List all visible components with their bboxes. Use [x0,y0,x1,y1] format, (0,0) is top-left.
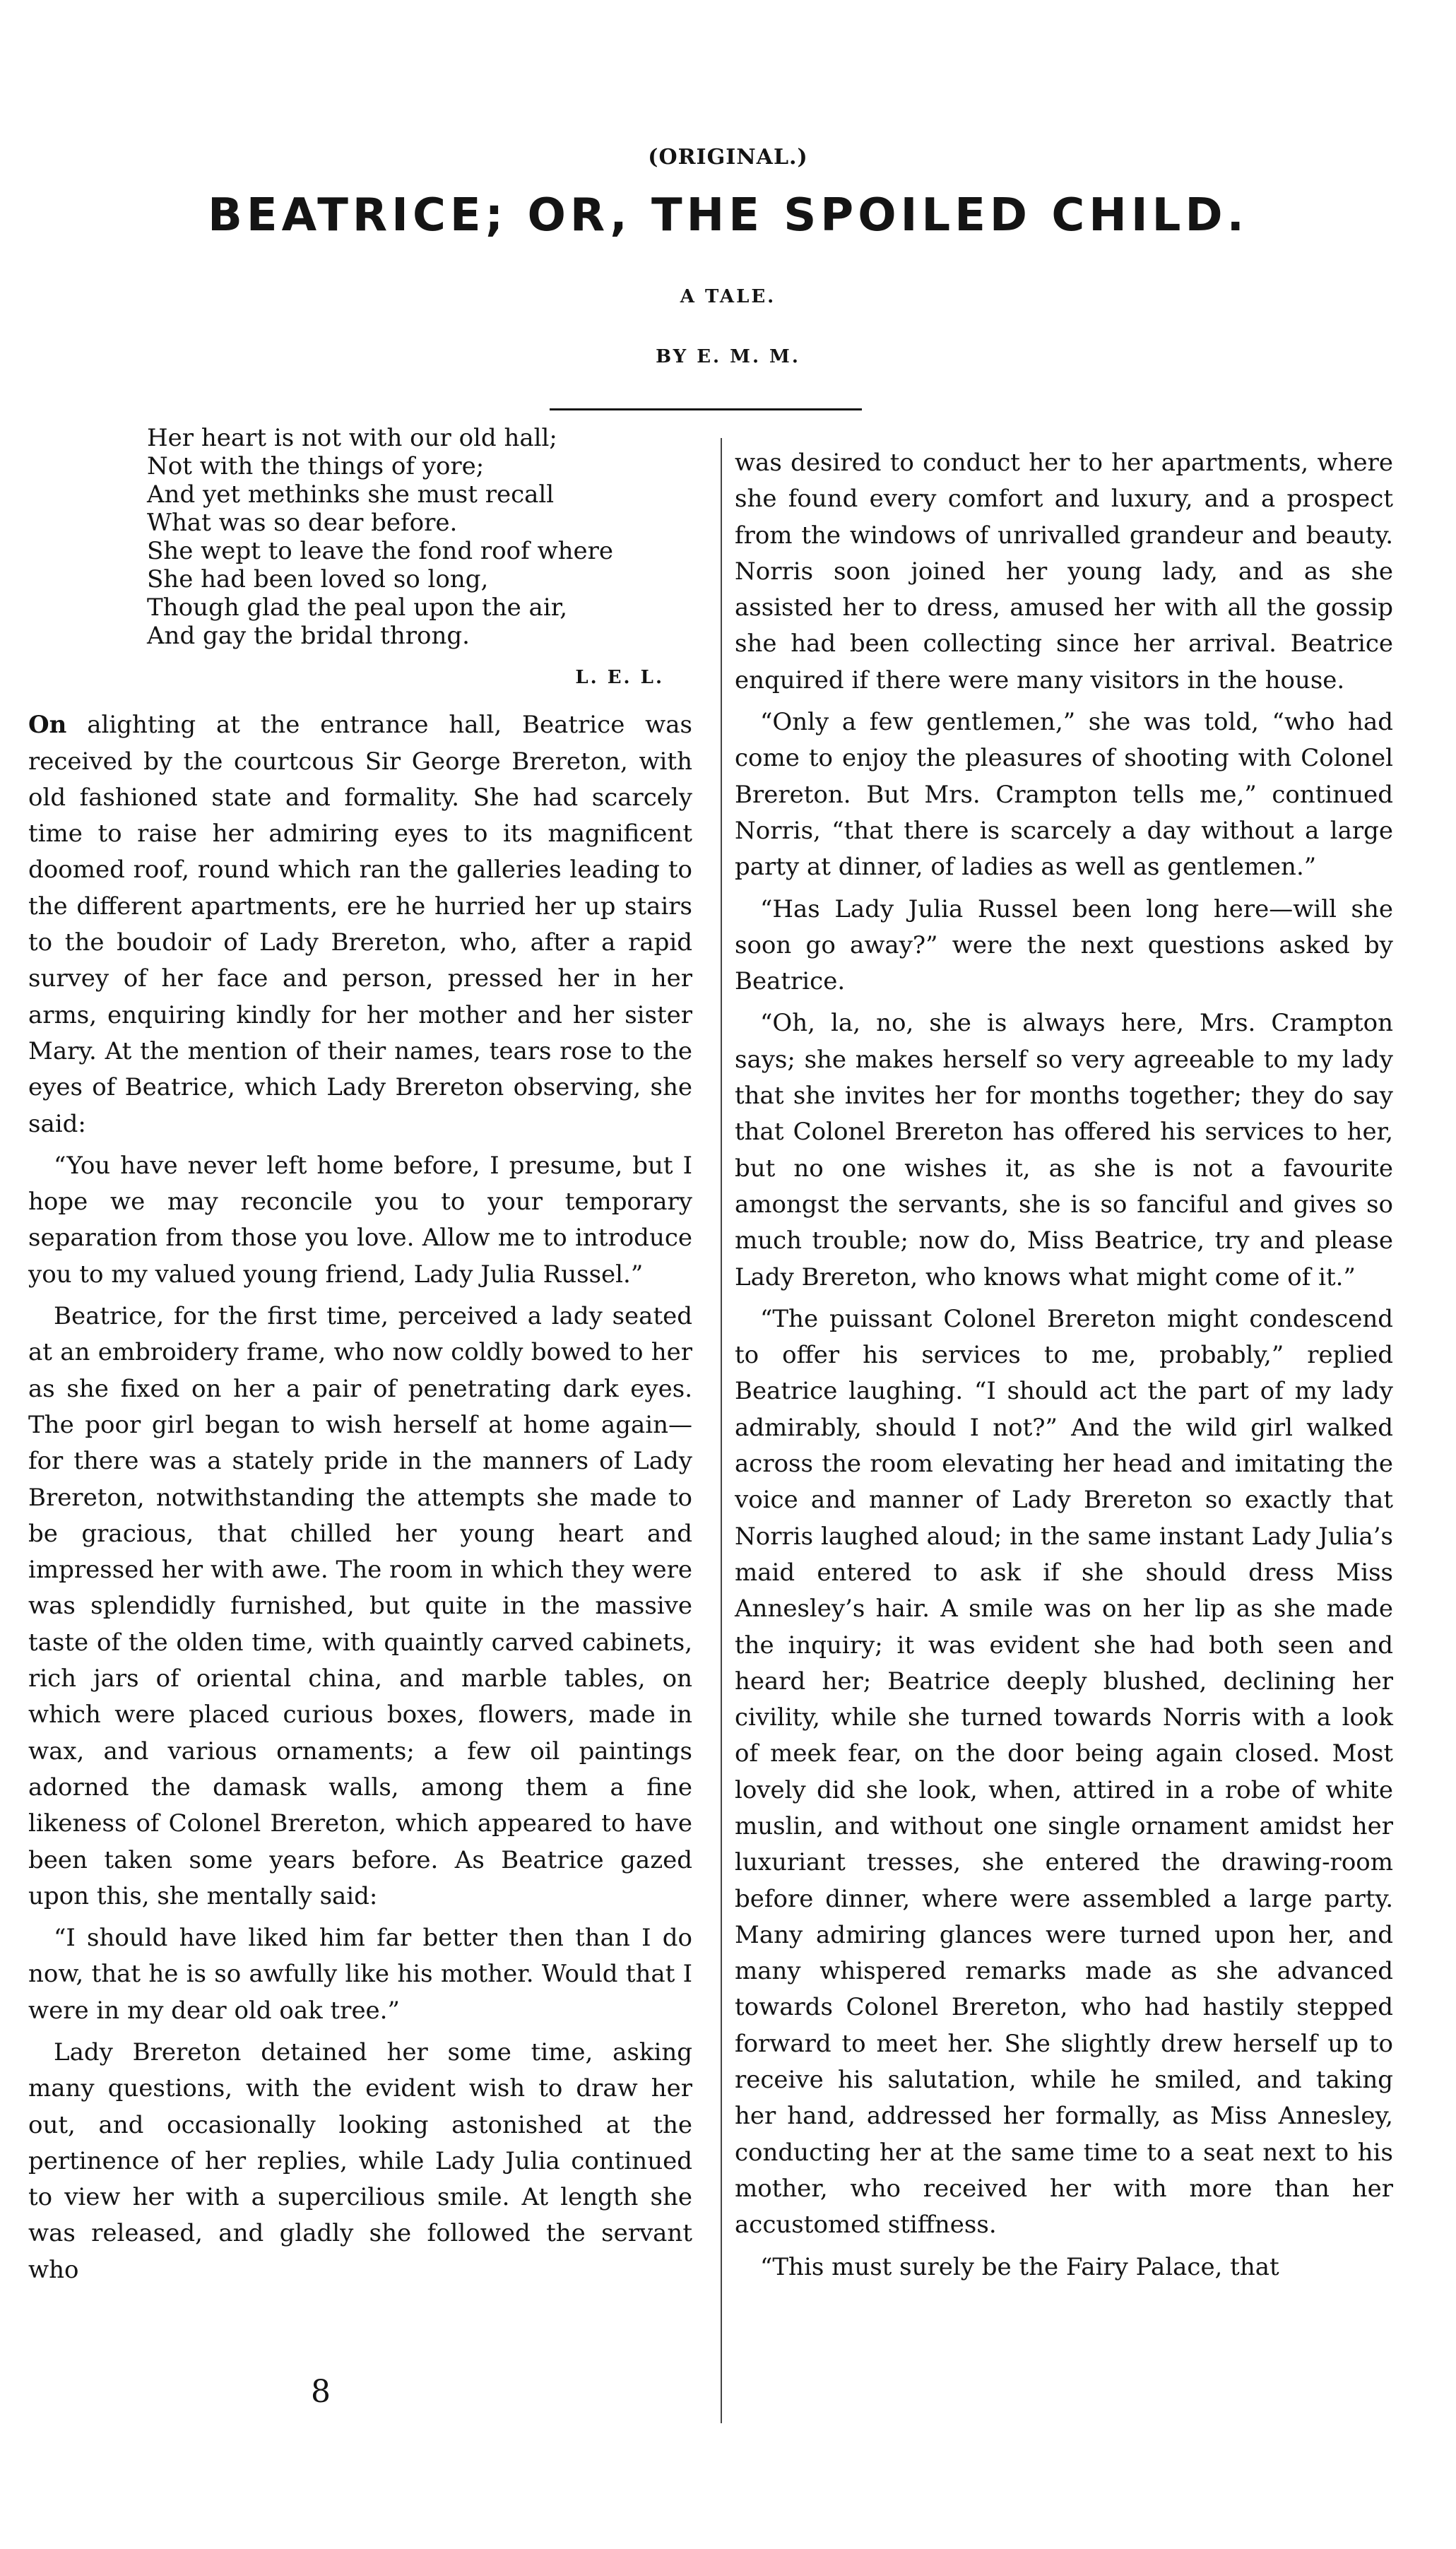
opening-word: On [28,711,67,740]
right-column [735,445,1393,2291]
story-subtitle: A TALE. [680,286,776,307]
paragraph: “I should have liked him far better then than I do now, that he is so awfully like his mother. Would that I were in my dear old oak tree.” [28,1924,692,2025]
poem-line: Though glad the peal upon the air, [147,593,568,622]
paragraph [28,707,692,1142]
paragraph: “The puissant Colonel Brereton might condescend to offer his services to me, probably,” replied Beatrice laughing. “I should act the part of my lady admirably, should I not?” And the wild girl walked across the room elevating her head and imitating the voice and manner of Lady Brereton so exactly that Norris laughed aloud; in the same instant Lady Julia’s maid entered to ask if she should dress Miss Annesley’s hair. A smile was on her lip as she made the inquiry; it was evident she had both seen and heard her; Beatrice deeply blushed, declining her civility, while she turned towards Norris with a look of meek fear, on the door being again closed. Most lovely did she look, when, attired in a robe of white muslin, and without one single ornament amidst her luxuriant tresses, she entered the drawing-room before dinner, where were assembled a large party. Many admiring glances were turned upon her, and many whispered remarks made as she advanced towards Colonel Brereton, who had hastily stepped forward to meet her. She slightly drew herself up to receive his salutation, while he smiled, and taking her hand, addressed her formally, as Miss Annesley, conducting her at the same time to a seat next to his mother, who received her with more than her accustomed stiffness. [735,1304,1393,2240]
poem-line: She had been loved so long, [147,565,489,593]
paragraph: “Oh, la, no, she is always here, Mrs. Crampton says; she makes herself so very agreeable to my lady that she invites her for months together; they do say that Colonel Brereton has offered his services to her, but no one wishes it, as she is not a favourite amongst the servants, she is so fanciful and gives so much trouble; now do, Miss Beatrice, try and please Lady Brereton, who knows what might come of it.” [735,1009,1393,1291]
paragraph: “Has Lady Julia Russel been long here—will she soon go away?” were the next questions asked by Beatrice. [735,894,1393,996]
paragraph: “This must surely be the Fairy Palace, that [760,2252,1279,2281]
epigraph-poem [147,424,692,650]
page-number: 8 [311,2374,331,2410]
title-rule [550,408,862,410]
paragraph: “You have never left home before, I presume, but I hope we may reconcile you to your temporary separation from those you love. Allow me to introduce you to my valued young friend, Lady Julia Russel.” [28,1151,692,1289]
poem-line: Her heart is not with our old hall; [147,424,557,452]
author-byline: BY E. M. M. [656,346,800,367]
poem-line: What was so dear before. [147,509,458,537]
column-divider [721,438,722,2423]
poem-line: And gay the bridal throng. [147,622,470,650]
paragraph: Lady Brereton detained her some time, asking many questions, with the evident wish to draw her out, and occasionally looking astonished at the pertinence of her replies, while Lady Julia continued to view her with a supercilious smile. At length she was released, and gladly she followed the servant who [28,2038,692,2284]
story-title: BEATRICE; OR, THE SPOILED CHILD. [208,189,1248,242]
poem-attribution: L. E. L. [575,667,664,688]
paragraph-text: alighting at the entrance hall, Beatrice was received by the courtcous Sir George Brereton, with old fashioned state and formality. She had scarcely time to raise her admiring eyes to its magnificent doomed roof, round which ran the galleries leading to the different apartments, ere he hurried her up stairs to the boudoir of Lady Brereton, who, after a rapid survey of her face and person, pressed her in her arms, enquiring kindly for her mother and her sister Mary. At the mention of their names, tears rose to the eyes of Beatrice, which Lady Brereton observing, she said: [28,711,692,1138]
poem-line: She wept to leave the fond roof where [147,537,614,565]
paragraph: Beatrice, for the first time, perceived a lady seated at an embroidery frame, who now coldly bowed to her as she fixed on her a pair of penetrating dark eyes. The poor girl began to wish herself at home again—for there was a stately pride in the manners of Lady Brereton, notwithstanding the attempts she made to be gracious, that chilled her young heart and impressed her with awe. The room in which they were was splendidly furnished, but quite in the massive taste of the olden time, with quaintly carved cabinets, rich jars of oriental china, and marble tables, on which were placed curious boxes, flowers, made in wax, and various ornaments; a few oil paintings adorned the damask walls, among them a fine likeness of Colonel Brereton, which appeared to have been taken some years before. As Beatrice gazed upon this, she mentally said: [28,1302,692,1910]
original-label: (ORIGINAL.) [648,145,808,170]
paragraph: was desired to conduct her to her apartments, where she found every comfort and luxury, and a prospect from the windows of unrivalled grandeur and beauty. Norris soon joined her young lady, and as she assisted her to dress, amused her with all the gossip she had been collecting since her arrival. Beatrice enquired if there were many visitors in the house. [735,449,1393,694]
poem-line: Not with the things of yore; [147,452,485,480]
poem-line: And yet methinks she must recall [147,480,555,509]
paragraph: “Only a few gentlemen,” she was told, “who had come to enjoy the pleasures of shooting with Colonel Brereton. But Mrs. Crampton tells me,” continued Norris, “that there is scarcely a day without a large party at dinner, of ladies as well as gentlemen.” [735,708,1393,882]
left-column [28,424,692,2294]
